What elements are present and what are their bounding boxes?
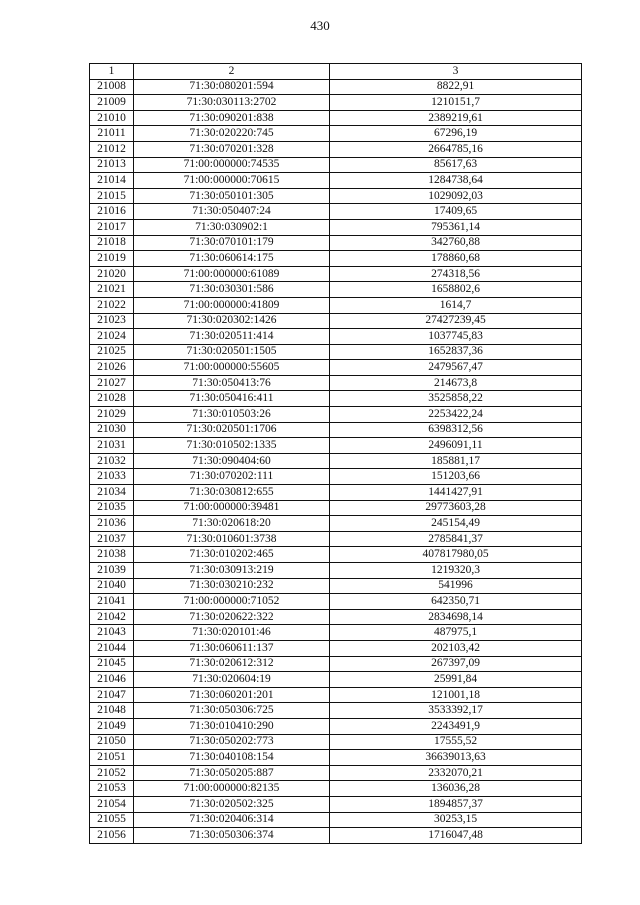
row-number-cell: 21053 xyxy=(90,781,134,797)
cadastral-number-cell: 71:00:000000:70615 xyxy=(134,173,330,189)
row-number-cell: 21026 xyxy=(90,360,134,376)
row-number-cell: 21049 xyxy=(90,718,134,734)
value-cell: 2785841,37 xyxy=(330,531,582,547)
value-cell: 1219320,3 xyxy=(330,563,582,579)
table-row xyxy=(90,812,582,828)
row-number-cell: 21043 xyxy=(90,625,134,641)
cadastral-number-cell: 71:30:020501:1505 xyxy=(134,344,330,360)
cadastral-number-cell: 71:30:010410:290 xyxy=(134,718,330,734)
row-number-cell: 21009 xyxy=(90,95,134,111)
value-cell: 274318,56 xyxy=(330,266,582,282)
cadastral-number-cell: 71:30:010202:465 xyxy=(134,547,330,563)
table-row xyxy=(90,251,582,267)
table-row xyxy=(90,781,582,797)
cadastral-number-cell: 71:30:030902:1 xyxy=(134,219,330,235)
value-cell: 1658802,6 xyxy=(330,282,582,298)
cadastral-number-cell: 71:30:020501:1706 xyxy=(134,422,330,438)
cadastral-number-cell: 71:30:050101:305 xyxy=(134,188,330,204)
value-cell: 2834698,14 xyxy=(330,609,582,625)
row-number-cell: 21030 xyxy=(90,422,134,438)
cadastral-number-cell: 71:30:050306:725 xyxy=(134,703,330,719)
row-number-cell: 21055 xyxy=(90,812,134,828)
value-cell: 1037745,83 xyxy=(330,329,582,345)
cadastral-number-cell: 71:30:050413:76 xyxy=(134,375,330,391)
cadastral-number-cell: 71:00:000000:61089 xyxy=(134,266,330,282)
cadastral-number-cell: 71:00:000000:82135 xyxy=(134,781,330,797)
value-cell: 136036,28 xyxy=(330,781,582,797)
table-row xyxy=(90,360,582,376)
table-row xyxy=(90,204,582,220)
row-number-cell: 21010 xyxy=(90,110,134,126)
value-cell: 2496091,11 xyxy=(330,438,582,454)
table-row xyxy=(90,391,582,407)
row-number-cell: 21018 xyxy=(90,235,134,251)
value-cell: 202103,42 xyxy=(330,640,582,656)
cadastral-number-cell: 71:30:030812:655 xyxy=(134,485,330,501)
row-number-cell: 21046 xyxy=(90,672,134,688)
row-number-cell: 21056 xyxy=(90,828,134,844)
cadastral-number-cell: 71:30:050306:374 xyxy=(134,828,330,844)
cadastral-number-cell: 71:30:050205:887 xyxy=(134,765,330,781)
row-number-cell: 21041 xyxy=(90,594,134,610)
value-cell: 30253,15 xyxy=(330,812,582,828)
value-cell: 29773603,28 xyxy=(330,500,582,516)
table-row xyxy=(90,110,582,126)
row-number-cell: 21037 xyxy=(90,531,134,547)
cadastral-number-cell: 71:30:010503:26 xyxy=(134,407,330,423)
table-row xyxy=(90,625,582,641)
cadastral-number-cell: 71:30:020622:322 xyxy=(134,609,330,625)
cadastral-number-cell: 71:30:020618:20 xyxy=(134,516,330,532)
value-cell: 541996 xyxy=(330,578,582,594)
table-row xyxy=(90,407,582,423)
value-cell: 2253422,24 xyxy=(330,407,582,423)
table-row xyxy=(90,485,582,501)
table-row xyxy=(90,95,582,111)
table-row xyxy=(90,609,582,625)
table-row xyxy=(90,329,582,345)
table-row xyxy=(90,563,582,579)
value-cell: 27427239,45 xyxy=(330,313,582,329)
cadastral-number-cell: 71:00:000000:39481 xyxy=(134,500,330,516)
table-row xyxy=(90,734,582,750)
table-row xyxy=(90,438,582,454)
value-cell: 2389219,61 xyxy=(330,110,582,126)
cadastral-number-cell: 71:30:090201:838 xyxy=(134,110,330,126)
table-row xyxy=(90,765,582,781)
row-number-cell: 21008 xyxy=(90,79,134,95)
table-row xyxy=(90,516,582,532)
value-cell: 2332070,21 xyxy=(330,765,582,781)
table-row xyxy=(90,594,582,610)
column-header: 3 xyxy=(330,64,582,80)
cadastral-number-cell: 71:30:030301:586 xyxy=(134,282,330,298)
value-cell: 245154,49 xyxy=(330,516,582,532)
row-number-cell: 21050 xyxy=(90,734,134,750)
cadastral-number-cell: 71:30:050416:411 xyxy=(134,391,330,407)
value-cell: 178860,68 xyxy=(330,251,582,267)
cadastral-number-cell: 71:30:070202:111 xyxy=(134,469,330,485)
row-number-cell: 21016 xyxy=(90,204,134,220)
value-cell: 2243491,9 xyxy=(330,718,582,734)
cadastral-number-cell: 71:30:020511:414 xyxy=(134,329,330,345)
table-row xyxy=(90,282,582,298)
value-cell: 214673,8 xyxy=(330,375,582,391)
value-cell: 17409,65 xyxy=(330,204,582,220)
row-number-cell: 21040 xyxy=(90,578,134,594)
table-row xyxy=(90,531,582,547)
value-cell: 342760,88 xyxy=(330,235,582,251)
cadastral-number-cell: 71:30:070201:328 xyxy=(134,141,330,157)
cadastral-number-cell: 71:30:020406:314 xyxy=(134,812,330,828)
value-cell: 2664785,16 xyxy=(330,141,582,157)
table-row xyxy=(90,235,582,251)
table-row xyxy=(90,547,582,563)
row-number-cell: 21033 xyxy=(90,469,134,485)
cadastral-number-cell: 71:30:070101:179 xyxy=(134,235,330,251)
row-number-cell: 21024 xyxy=(90,329,134,345)
table-row xyxy=(90,266,582,282)
row-number-cell: 21012 xyxy=(90,141,134,157)
cadastral-number-cell: 71:30:020612:312 xyxy=(134,656,330,672)
value-cell: 3533392,17 xyxy=(330,703,582,719)
row-number-cell: 21019 xyxy=(90,251,134,267)
table-row xyxy=(90,750,582,766)
cadastral-number-cell: 71:30:060611:137 xyxy=(134,640,330,656)
table-body xyxy=(90,79,582,843)
row-number-cell: 21052 xyxy=(90,765,134,781)
value-cell: 1284738,64 xyxy=(330,173,582,189)
row-number-cell: 21031 xyxy=(90,438,134,454)
row-number-cell: 21039 xyxy=(90,563,134,579)
value-cell: 1210151,7 xyxy=(330,95,582,111)
row-number-cell: 21025 xyxy=(90,344,134,360)
row-number-cell: 21029 xyxy=(90,407,134,423)
row-number-cell: 21042 xyxy=(90,609,134,625)
table-row xyxy=(90,703,582,719)
value-cell: 36639013,63 xyxy=(330,750,582,766)
table-row xyxy=(90,188,582,204)
row-number-cell: 21044 xyxy=(90,640,134,656)
table-row xyxy=(90,500,582,516)
column-header: 2 xyxy=(134,64,330,80)
cadastral-number-cell: 71:30:030210:232 xyxy=(134,578,330,594)
table-row xyxy=(90,578,582,594)
table-row xyxy=(90,141,582,157)
cadastral-number-cell: 71:30:010601:3738 xyxy=(134,531,330,547)
column-header: 1 xyxy=(90,64,134,80)
row-number-cell: 21013 xyxy=(90,157,134,173)
cadastral-number-cell: 71:00:000000:74535 xyxy=(134,157,330,173)
cadastral-number-cell: 71:30:060201:201 xyxy=(134,687,330,703)
value-cell: 2479567,47 xyxy=(330,360,582,376)
cadastral-number-cell: 71:30:020604:19 xyxy=(134,672,330,688)
row-number-cell: 21021 xyxy=(90,282,134,298)
row-number-cell: 21023 xyxy=(90,313,134,329)
row-number-cell: 21054 xyxy=(90,796,134,812)
table-row xyxy=(90,313,582,329)
value-cell: 1894857,37 xyxy=(330,796,582,812)
value-cell: 67296,19 xyxy=(330,126,582,142)
cadastral-number-cell: 71:30:040108:154 xyxy=(134,750,330,766)
row-number-cell: 21022 xyxy=(90,297,134,313)
value-cell: 795361,14 xyxy=(330,219,582,235)
row-number-cell: 21032 xyxy=(90,453,134,469)
value-cell: 6398312,56 xyxy=(330,422,582,438)
value-cell: 85617,63 xyxy=(330,157,582,173)
row-number-cell: 21015 xyxy=(90,188,134,204)
cadastral-number-cell: 71:00:000000:71052 xyxy=(134,594,330,610)
row-number-cell: 21034 xyxy=(90,485,134,501)
row-number-cell: 21017 xyxy=(90,219,134,235)
cadastral-number-cell: 71:30:020220:745 xyxy=(134,126,330,142)
table-row xyxy=(90,126,582,142)
value-cell: 17555,52 xyxy=(330,734,582,750)
cadastral-number-cell: 71:30:080201:594 xyxy=(134,79,330,95)
value-cell: 1652837,36 xyxy=(330,344,582,360)
value-cell: 1716047,48 xyxy=(330,828,582,844)
cadastral-number-cell: 71:30:010502:1335 xyxy=(134,438,330,454)
table-header-row xyxy=(90,64,582,80)
row-number-cell: 21036 xyxy=(90,516,134,532)
table-row xyxy=(90,796,582,812)
value-cell: 121001,18 xyxy=(330,687,582,703)
value-cell: 25991,84 xyxy=(330,672,582,688)
value-cell: 1441427,91 xyxy=(330,485,582,501)
table-row xyxy=(90,344,582,360)
table-row xyxy=(90,453,582,469)
row-number-cell: 21027 xyxy=(90,375,134,391)
table-row xyxy=(90,157,582,173)
value-cell: 8822,91 xyxy=(330,79,582,95)
row-number-cell: 21028 xyxy=(90,391,134,407)
value-cell: 267397,09 xyxy=(330,656,582,672)
cadastral-number-cell: 71:30:050202:773 xyxy=(134,734,330,750)
cadastral-number-cell: 71:30:060614:175 xyxy=(134,251,330,267)
cadastral-number-cell: 71:30:020101:46 xyxy=(134,625,330,641)
row-number-cell: 21045 xyxy=(90,656,134,672)
table-row xyxy=(90,687,582,703)
table-row xyxy=(90,672,582,688)
table-row xyxy=(90,173,582,189)
data-table xyxy=(89,63,582,844)
cadastral-number-cell: 71:00:000000:55605 xyxy=(134,360,330,376)
row-number-cell: 21035 xyxy=(90,500,134,516)
table-row xyxy=(90,656,582,672)
cadastral-number-cell: 71:30:090404:60 xyxy=(134,453,330,469)
value-cell: 3525858,22 xyxy=(330,391,582,407)
table-row xyxy=(90,219,582,235)
table-row xyxy=(90,469,582,485)
table-row xyxy=(90,79,582,95)
value-cell: 487975,1 xyxy=(330,625,582,641)
value-cell: 185881,17 xyxy=(330,453,582,469)
row-number-cell: 21048 xyxy=(90,703,134,719)
cadastral-number-cell: 71:30:030913:219 xyxy=(134,563,330,579)
cadastral-number-cell: 71:30:020502:325 xyxy=(134,796,330,812)
value-cell: 642350,71 xyxy=(330,594,582,610)
value-cell: 151203,66 xyxy=(330,469,582,485)
row-number-cell: 21038 xyxy=(90,547,134,563)
page-number: 430 xyxy=(310,18,330,33)
table-row xyxy=(90,422,582,438)
value-cell: 1614,7 xyxy=(330,297,582,313)
table-row xyxy=(90,640,582,656)
table-row xyxy=(90,297,582,313)
table-row xyxy=(90,828,582,844)
cadastral-number-cell: 71:30:030113:2702 xyxy=(134,95,330,111)
row-number-cell: 21014 xyxy=(90,173,134,189)
row-number-cell: 21020 xyxy=(90,266,134,282)
table-row xyxy=(90,375,582,391)
cadastral-number-cell: 71:00:000000:41809 xyxy=(134,297,330,313)
value-cell: 1029092,03 xyxy=(330,188,582,204)
value-cell: 407817980,05 xyxy=(330,547,582,563)
row-number-cell: 21051 xyxy=(90,750,134,766)
row-number-cell: 21011 xyxy=(90,126,134,142)
table-row xyxy=(90,718,582,734)
row-number-cell: 21047 xyxy=(90,687,134,703)
cadastral-number-cell: 71:30:050407:24 xyxy=(134,204,330,220)
cadastral-number-cell: 71:30:020302:1426 xyxy=(134,313,330,329)
